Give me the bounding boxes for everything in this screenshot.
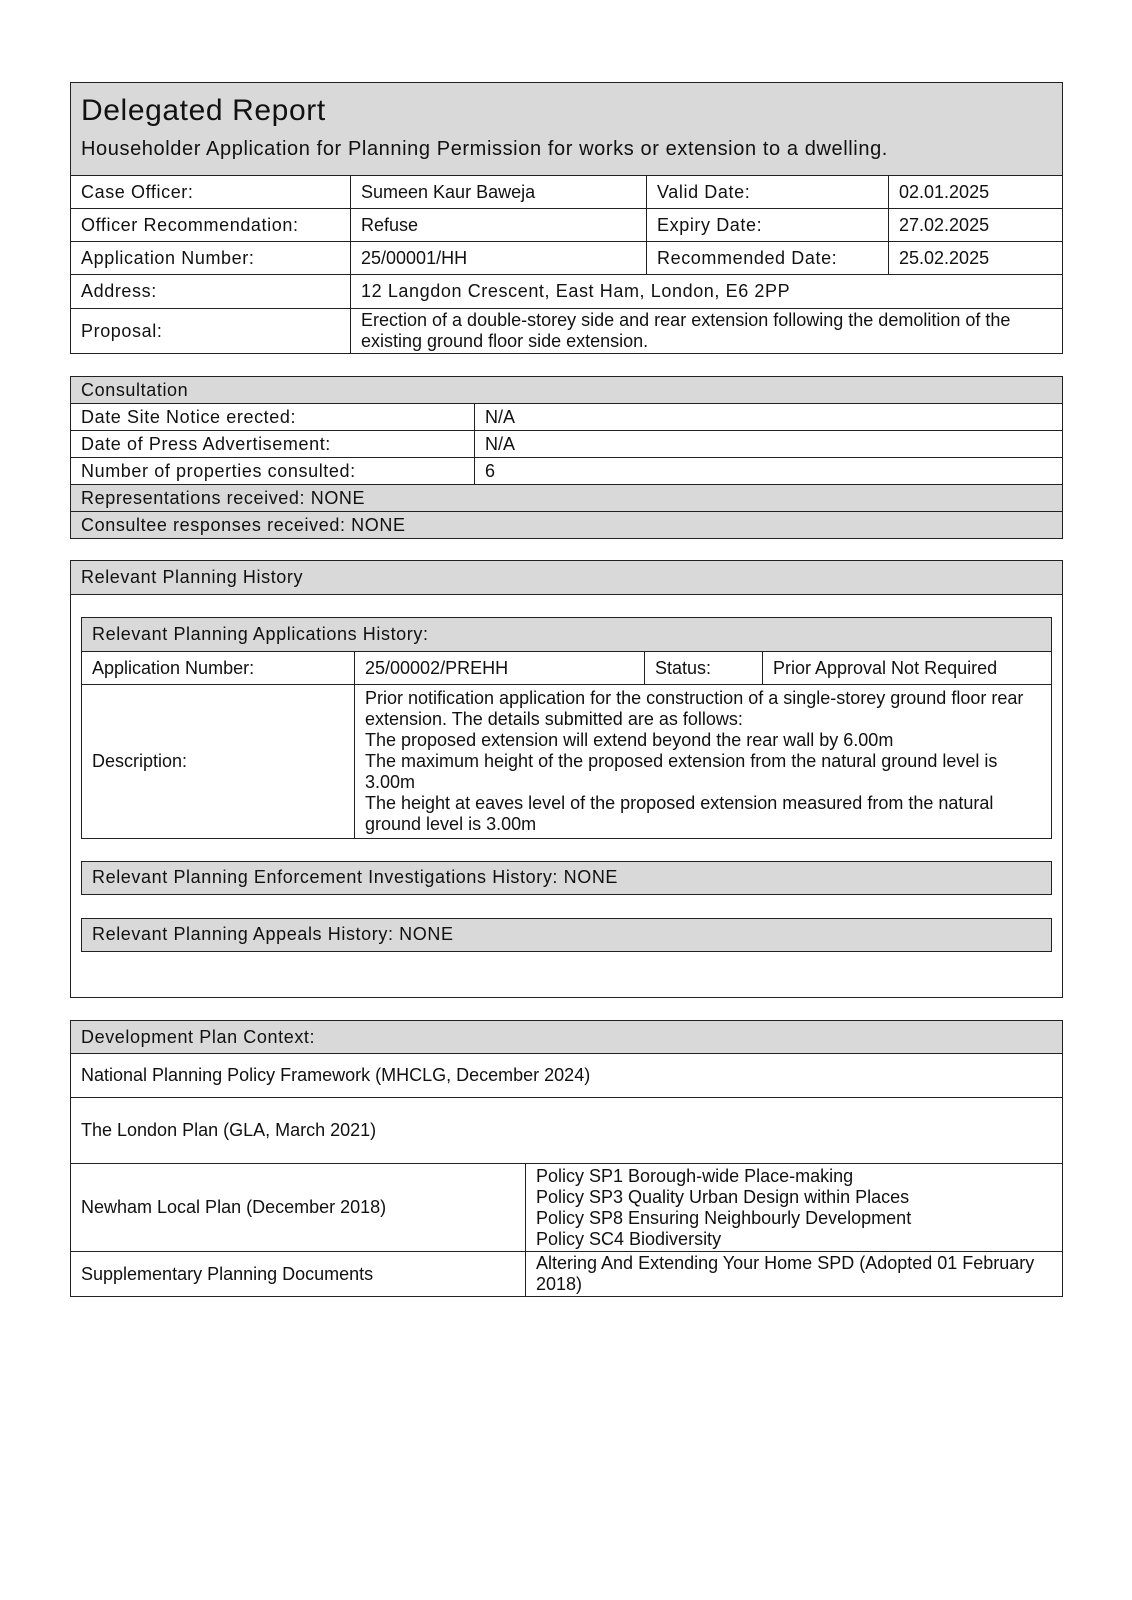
applications-history-table: [81, 617, 1052, 839]
proposal-value: Erection of a double-storey side and rear extension following the demolition of the existing ground floor side extension.: [351, 309, 1063, 354]
description-line: Prior notification application for the construction of a single-storey ground floor rear extension. The details submitted are as follows:: [365, 688, 1024, 729]
policy-item: Policy SP8 Ensuring Neighbourly Development: [536, 1207, 912, 1228]
case-officer-value: Sumeen Kaur Baweja: [351, 176, 647, 209]
site-notice-label: Date Site Notice erected:: [71, 404, 475, 431]
london-plan-row: The London Plan (GLA, March 2021): [71, 1098, 1063, 1164]
enforcement-history-row: Relevant Planning Enforcement Investigations History: NONE: [81, 861, 1052, 895]
address-label: Address:: [71, 275, 351, 309]
nppf-row: National Planning Policy Framework (MHCLG, December 2024): [71, 1054, 1063, 1098]
planning-history-heading: Relevant Planning History: [71, 561, 1062, 595]
description-label: Description:: [82, 685, 355, 839]
properties-consulted-value: 6: [475, 458, 1063, 485]
expiry-date-label: Expiry Date:: [647, 209, 889, 242]
report-summary-table: [70, 82, 1063, 354]
consultation-table: [70, 376, 1063, 539]
address-value: 12 Langdon Crescent, East Ham, London, E6 2PP: [351, 275, 1063, 309]
development-plan-heading: Development Plan Context:: [71, 1021, 1063, 1054]
recommendation-label: Officer Recommendation:: [71, 209, 351, 242]
proposal-label: Proposal:: [71, 309, 351, 354]
properties-consulted-label: Number of properties consulted:: [71, 458, 475, 485]
policy-item: Policy SC4 Biodiversity: [536, 1228, 722, 1249]
page-subtitle: Householder Application for Planning Permission for works or extension to a dwelling.: [81, 138, 888, 160]
newham-policies: [526, 1164, 1063, 1252]
description-line: The maximum height of the proposed extension from the natural ground level is 3.00m: [365, 751, 998, 792]
development-plan-table: [70, 1020, 1063, 1297]
spd-value: Altering And Extending Your Home SPD (Adopted 01 February 2018): [526, 1252, 1063, 1297]
valid-date-value: 02.01.2025: [889, 176, 1063, 209]
application-number-label: Application Number:: [71, 242, 351, 275]
application-number-value: 25/00001/HH: [351, 242, 647, 275]
policy-item: Policy SP1 Borough-wide Place-making: [536, 1165, 854, 1186]
site-notice-value: N/A: [475, 404, 1063, 431]
description-line: The proposed extension will extend beyond the rear wall by 6.00m: [365, 730, 894, 750]
status-label: Status:: [645, 652, 763, 685]
app-number-label: Application Number:: [82, 652, 355, 685]
representations-row: Representations received: NONE: [71, 485, 1063, 512]
expiry-date-value: 27.02.2025: [889, 209, 1063, 242]
app-number-value: 25/00002/PREHH: [355, 652, 645, 685]
valid-date-label: Valid Date:: [647, 176, 889, 209]
appeals-history-row: Relevant Planning Appeals History: NONE: [81, 918, 1052, 952]
applications-history-heading: Relevant Planning Applications History:: [82, 618, 1052, 652]
spd-label: Supplementary Planning Documents: [71, 1252, 526, 1297]
policy-item: Policy SP3 Quality Urban Design within Places: [536, 1186, 910, 1207]
status-value: Prior Approval Not Required: [763, 652, 1052, 685]
case-officer-label: Case Officer:: [71, 176, 351, 209]
consultee-row: Consultee responses received: NONE: [71, 512, 1063, 539]
description-line: The height at eaves level of the proposed extension measured from the natural ground level is 3.00m: [365, 793, 994, 834]
press-advert-label: Date of Press Advertisement:: [71, 431, 475, 458]
consultation-heading: Consultation: [71, 377, 1063, 404]
recommendation-value: Refuse: [351, 209, 647, 242]
newham-plan-label: Newham Local Plan (December 2018): [71, 1164, 526, 1252]
recommended-date-label: Recommended Date:: [647, 242, 889, 275]
description-value: [355, 685, 1052, 839]
recommended-date-value: 25.02.2025: [889, 242, 1063, 275]
page-title: Delegated Report: [81, 94, 326, 127]
press-advert-value: N/A: [475, 431, 1063, 458]
